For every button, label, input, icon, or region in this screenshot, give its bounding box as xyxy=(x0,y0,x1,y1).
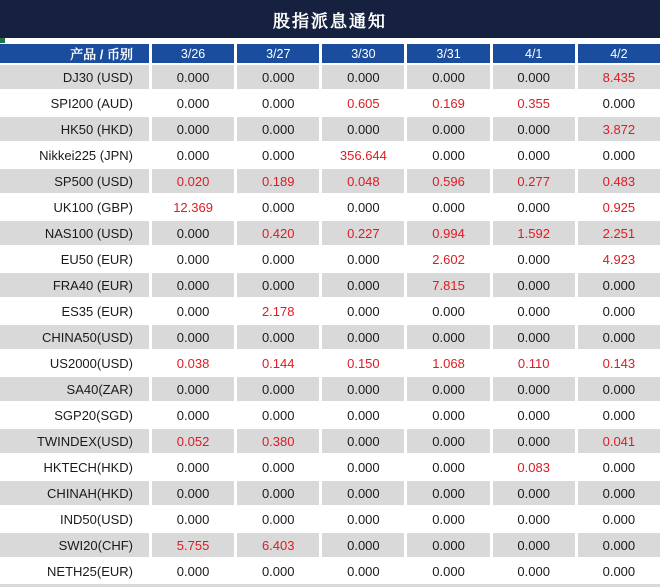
table-row xyxy=(0,403,660,427)
value-cell: 0.000 xyxy=(578,455,660,479)
value-cell: 5.755 xyxy=(152,533,234,557)
value-cell: 0.000 xyxy=(152,455,234,479)
product-cell: NAS100 (USD) xyxy=(0,221,149,245)
value-cell: 0.000 xyxy=(152,507,234,531)
value-cell: 0.000 xyxy=(578,481,660,505)
value-cell: 0.000 xyxy=(322,533,404,557)
table-row xyxy=(0,221,660,245)
value-cell: 0.000 xyxy=(493,429,575,453)
value-cell: 0.000 xyxy=(237,247,319,271)
value-cell: 0.000 xyxy=(152,273,234,297)
value-cell: 0.000 xyxy=(407,195,489,219)
product-cell: TWINDEX(USD) xyxy=(0,429,149,453)
value-cell: 0.000 xyxy=(322,325,404,349)
value-cell: 0.000 xyxy=(152,117,234,141)
value-cell: 356.644 xyxy=(322,143,404,167)
value-cell: 0.277 xyxy=(493,169,575,193)
value-cell: 0.000 xyxy=(493,507,575,531)
value-cell: 0.000 xyxy=(493,247,575,271)
value-cell: 0.000 xyxy=(322,299,404,323)
table-row xyxy=(0,507,660,531)
value-cell: 0.000 xyxy=(407,377,489,401)
value-cell: 0.052 xyxy=(152,429,234,453)
title-separator xyxy=(0,38,660,42)
value-cell: 0.000 xyxy=(322,481,404,505)
value-cell: 0.000 xyxy=(237,377,319,401)
value-cell: 0.000 xyxy=(493,273,575,297)
value-cell: 0.000 xyxy=(152,481,234,505)
value-cell: 0.355 xyxy=(493,91,575,115)
value-cell: 0.994 xyxy=(407,221,489,245)
date-column-header: 3/27 xyxy=(237,44,319,63)
product-column-header: 产品 / 币别 xyxy=(0,44,149,63)
value-cell: 0.000 xyxy=(237,117,319,141)
value-cell: 0.000 xyxy=(407,481,489,505)
table-row xyxy=(0,117,660,141)
value-cell: 0.000 xyxy=(152,143,234,167)
product-cell: SGP20(SGD) xyxy=(0,403,149,427)
value-cell: 0.000 xyxy=(322,195,404,219)
product-cell: ES35 (EUR) xyxy=(0,299,149,323)
value-cell: 3.872 xyxy=(578,117,660,141)
table-row xyxy=(0,273,660,297)
value-cell: 0.000 xyxy=(322,117,404,141)
value-cell: 0.227 xyxy=(322,221,404,245)
table-row xyxy=(0,65,660,89)
value-cell: 0.380 xyxy=(237,429,319,453)
table-body xyxy=(0,65,660,583)
value-cell: 0.048 xyxy=(322,169,404,193)
value-cell: 0.000 xyxy=(407,429,489,453)
value-cell: 0.000 xyxy=(407,533,489,557)
value-cell: 0.000 xyxy=(493,481,575,505)
table-row xyxy=(0,351,660,375)
value-cell: 0.000 xyxy=(237,481,319,505)
value-cell: 0.169 xyxy=(407,91,489,115)
product-cell: CHINA50(USD) xyxy=(0,325,149,349)
value-cell: 0.000 xyxy=(237,455,319,479)
value-cell: 1.068 xyxy=(407,351,489,375)
product-cell: EU50 (EUR) xyxy=(0,247,149,271)
value-cell: 0.000 xyxy=(152,377,234,401)
value-cell: 0.000 xyxy=(578,325,660,349)
date-column-header: 3/26 xyxy=(152,44,234,63)
value-cell: 0.000 xyxy=(493,559,575,583)
table-row xyxy=(0,247,660,271)
value-cell: 0.000 xyxy=(407,403,489,427)
value-cell: 0.000 xyxy=(322,377,404,401)
value-cell: 0.000 xyxy=(152,65,234,89)
product-cell: SA40(ZAR) xyxy=(0,377,149,401)
page-title: 股指派息通知 xyxy=(273,11,387,31)
value-cell: 0.000 xyxy=(237,559,319,583)
value-cell: 0.038 xyxy=(152,351,234,375)
value-cell: 0.041 xyxy=(578,429,660,453)
product-cell: SPI200 (AUD) xyxy=(0,91,149,115)
product-cell: HKTECH(HKD) xyxy=(0,455,149,479)
value-cell: 0.000 xyxy=(407,143,489,167)
table-row xyxy=(0,299,660,323)
product-cell: SWI20(CHF) xyxy=(0,533,149,557)
table-row xyxy=(0,559,660,583)
excel-green-mark xyxy=(0,38,5,43)
value-cell: 0.000 xyxy=(152,559,234,583)
value-cell: 0.000 xyxy=(493,377,575,401)
value-cell: 0.000 xyxy=(578,559,660,583)
value-cell: 0.000 xyxy=(237,507,319,531)
value-cell: 0.000 xyxy=(493,195,575,219)
value-cell: 0.000 xyxy=(493,299,575,323)
value-cell: 0.000 xyxy=(493,533,575,557)
value-cell: 2.602 xyxy=(407,247,489,271)
product-cell: IND50(USD) xyxy=(0,507,149,531)
value-cell: 0.000 xyxy=(322,247,404,271)
product-cell: FRA40 (EUR) xyxy=(0,273,149,297)
value-cell: 0.000 xyxy=(407,325,489,349)
value-cell: 0.000 xyxy=(322,559,404,583)
value-cell: 0.000 xyxy=(578,377,660,401)
table-row xyxy=(0,91,660,115)
value-cell: 0.925 xyxy=(578,195,660,219)
value-cell: 0.144 xyxy=(237,351,319,375)
value-cell: 0.000 xyxy=(322,403,404,427)
product-cell: SP500 (USD) xyxy=(0,169,149,193)
value-cell: 0.000 xyxy=(152,403,234,427)
value-cell: 0.150 xyxy=(322,351,404,375)
header-row xyxy=(0,44,660,63)
value-cell: 0.000 xyxy=(237,91,319,115)
table-row xyxy=(0,377,660,401)
value-cell: 0.000 xyxy=(322,273,404,297)
value-cell: 0.000 xyxy=(407,299,489,323)
product-cell: UK100 (GBP) xyxy=(0,195,149,219)
date-column-header: 4/2 xyxy=(578,44,660,63)
value-cell: 0.000 xyxy=(493,117,575,141)
value-cell: 1.592 xyxy=(493,221,575,245)
value-cell: 0.000 xyxy=(578,299,660,323)
value-cell: 0.000 xyxy=(152,325,234,349)
value-cell: 0.000 xyxy=(493,403,575,427)
value-cell: 4.923 xyxy=(578,247,660,271)
table-row xyxy=(0,429,660,453)
product-cell: HK50 (HKD) xyxy=(0,117,149,141)
value-cell: 0.420 xyxy=(237,221,319,245)
value-cell: 0.000 xyxy=(322,65,404,89)
date-column-header: 3/30 xyxy=(322,44,404,63)
value-cell: 0.143 xyxy=(578,351,660,375)
value-cell: 0.000 xyxy=(322,455,404,479)
value-cell: 0.000 xyxy=(407,117,489,141)
value-cell: 0.000 xyxy=(407,507,489,531)
value-cell: 0.000 xyxy=(407,65,489,89)
value-cell: 0.000 xyxy=(237,273,319,297)
value-cell: 0.000 xyxy=(237,403,319,427)
table-row xyxy=(0,169,660,193)
value-cell: 0.000 xyxy=(322,429,404,453)
value-cell: 0.000 xyxy=(493,143,575,167)
value-cell: 0.000 xyxy=(493,65,575,89)
value-cell: 0.110 xyxy=(493,351,575,375)
value-cell: 0.000 xyxy=(578,403,660,427)
value-cell: 0.000 xyxy=(578,507,660,531)
value-cell: 6.403 xyxy=(237,533,319,557)
value-cell: 0.000 xyxy=(322,507,404,531)
table-row xyxy=(0,455,660,479)
value-cell: 0.000 xyxy=(237,195,319,219)
value-cell: 0.000 xyxy=(152,247,234,271)
value-cell: 0.000 xyxy=(237,143,319,167)
dividend-table xyxy=(0,42,660,585)
value-cell: 0.000 xyxy=(152,221,234,245)
value-cell: 0.605 xyxy=(322,91,404,115)
product-cell: CHINAH(HKD) xyxy=(0,481,149,505)
value-cell: 12.369 xyxy=(152,195,234,219)
value-cell: 0.000 xyxy=(407,455,489,479)
value-cell: 0.000 xyxy=(578,143,660,167)
value-cell: 0.000 xyxy=(578,273,660,297)
value-cell: 0.000 xyxy=(407,559,489,583)
value-cell: 0.189 xyxy=(237,169,319,193)
date-column-header: 3/31 xyxy=(407,44,489,63)
table-row xyxy=(0,195,660,219)
value-cell: 0.020 xyxy=(152,169,234,193)
value-cell: 2.251 xyxy=(578,221,660,245)
value-cell: 0.000 xyxy=(152,299,234,323)
value-cell: 0.000 xyxy=(152,91,234,115)
product-cell: NETH25(EUR) xyxy=(0,559,149,583)
value-cell: 0.000 xyxy=(237,325,319,349)
value-cell: 2.178 xyxy=(237,299,319,323)
value-cell: 0.596 xyxy=(407,169,489,193)
product-cell: US2000(USD) xyxy=(0,351,149,375)
value-cell: 7.815 xyxy=(407,273,489,297)
value-cell: 0.000 xyxy=(237,65,319,89)
table-row xyxy=(0,325,660,349)
table-row xyxy=(0,533,660,557)
value-cell: 0.483 xyxy=(578,169,660,193)
product-cell: Nikkei225 (JPN) xyxy=(0,143,149,167)
table-row xyxy=(0,143,660,167)
title-bar xyxy=(0,0,660,38)
value-cell: 0.083 xyxy=(493,455,575,479)
value-cell: 0.000 xyxy=(493,325,575,349)
table-row xyxy=(0,481,660,505)
value-cell: 8.435 xyxy=(578,65,660,89)
product-cell: DJ30 (USD) xyxy=(0,65,149,89)
date-column-header: 4/1 xyxy=(493,44,575,63)
value-cell: 0.000 xyxy=(578,91,660,115)
value-cell: 0.000 xyxy=(578,533,660,557)
